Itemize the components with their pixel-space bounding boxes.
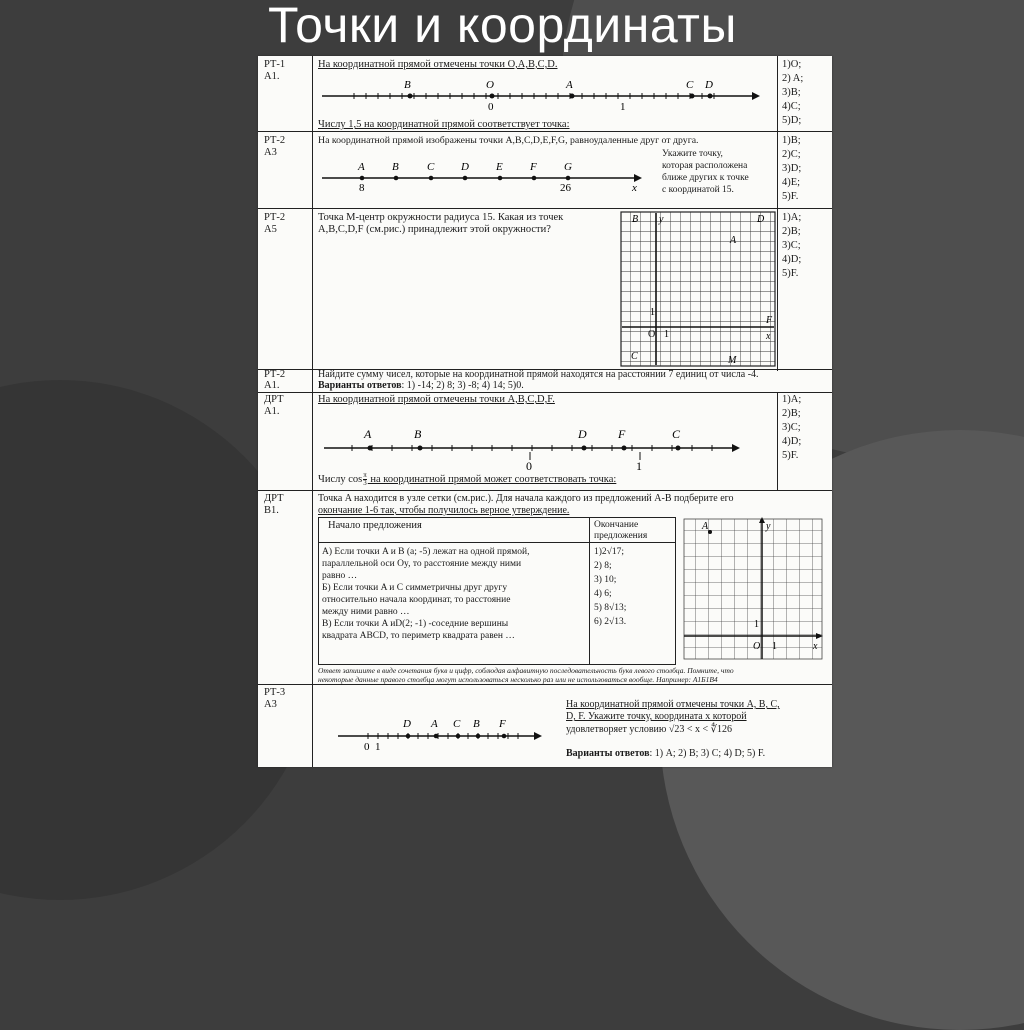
answer-option: 1)A; <box>782 212 802 223</box>
number-line <box>334 712 554 756</box>
answer-option: 2)B; <box>782 408 801 419</box>
answer-option: 1)A; <box>782 394 802 405</box>
answer-option: 3)D; <box>782 163 802 174</box>
point-label: A <box>431 718 438 730</box>
tick-label: 8 <box>359 182 365 194</box>
tick-label: 1 <box>375 741 381 753</box>
point-label: A <box>364 427 372 441</box>
task-question: Числу 1,5 на координатной прямой соответствует точка: <box>318 119 570 130</box>
task-text: Найдите сумму чисел, которые на координатной прямой находятся на расстоянии 7 единиц от числа -4. <box>318 369 759 380</box>
table-border <box>312 56 313 767</box>
sentence-start: между ними равно … <box>322 607 410 617</box>
sentence-start: параллельной оси Oy, то расстояние между ними <box>322 559 522 569</box>
answer-option: 5)D; <box>782 115 802 126</box>
row-code: РТ-2 <box>264 212 286 223</box>
point-label: A <box>566 79 573 91</box>
sentence-ending: 4) 6; <box>594 589 612 599</box>
task-text: окончание 1-6 так, чтобы получилось верное утверждение. <box>318 505 570 516</box>
variants-list: : 1) -14; 2) 8; 3) -8; 4) 14; 5)0. <box>401 380 524 391</box>
answer-option: 4)E; <box>782 177 801 188</box>
point-label: F <box>499 718 506 730</box>
row-sub: А3 <box>264 699 277 710</box>
column-header: предложения <box>594 531 648 541</box>
question-prefix: Числу cos <box>318 473 363 485</box>
point-label: B <box>632 214 639 225</box>
task-text: На координатной прямой изображены точки A,B,C,D,E,F,G, равноудаленные друг от друга. <box>318 135 699 146</box>
table-border <box>777 393 778 491</box>
point-label: D <box>578 427 587 441</box>
answer-variants <box>318 380 524 392</box>
row-divider <box>258 684 832 685</box>
sentence-ending: 5) 8√13; <box>594 603 627 613</box>
answer-option: 4)C; <box>782 101 801 112</box>
task-note: ближе других к точке <box>662 173 749 183</box>
task-note: которая расположена <box>662 161 748 171</box>
worksheet-image <box>258 56 832 767</box>
sentence-start: равно … <box>322 571 358 581</box>
fraction-denominator: 3 <box>363 479 367 487</box>
row-sub: А1. <box>264 71 280 82</box>
task-text: На координатной прямой отмечены точки A, B, C, <box>566 699 780 710</box>
point-label: F <box>618 427 626 441</box>
axis-label: x <box>813 641 818 652</box>
row-code: РТ-2 <box>264 369 286 380</box>
row-sub: А5 <box>264 224 277 235</box>
answer-option: 3)C; <box>782 422 801 433</box>
variants-label: Варианты ответов <box>566 748 650 759</box>
coordinate-grid <box>682 517 826 663</box>
task-question <box>318 472 616 487</box>
answer-option: 1)B; <box>782 135 801 146</box>
footnote: некоторые данные правого столбца могут использоваться несколько раз или не использоваться вообще. Например: А1Б1В4 <box>318 675 718 684</box>
point-label: G <box>564 161 572 173</box>
sentence-start: квадрата ABCD, то периметр квадрата равен … <box>322 631 515 641</box>
task-text: На координатной прямой отмечены точки O,A,B,C,D. <box>318 59 558 70</box>
tick-label: 1 <box>664 329 669 340</box>
row-code: ДРТ <box>264 493 284 504</box>
task-text: A,B,C,D,F (см.рис.) принадлежит этой окружности? <box>318 224 551 235</box>
point-label: B <box>473 718 480 730</box>
task-text: D, F. Укажите точку, координата x которой <box>566 711 747 722</box>
point-label: E <box>496 161 503 173</box>
point-label: F <box>530 161 537 173</box>
row-divider <box>318 542 675 543</box>
origin-label: O <box>753 641 761 652</box>
column-header: Окончание <box>594 520 639 530</box>
point-label: O <box>486 79 494 91</box>
answer-option: 4)D; <box>782 254 802 265</box>
task-text: Точка M-центр окружности радиуса 15. Какая из точек <box>318 212 564 223</box>
answer-option: 3)C; <box>782 240 801 251</box>
sentence-start: относительно начала координат, то расстояние <box>322 595 511 605</box>
answer-option: 3)B; <box>782 87 801 98</box>
tick-label: 1 <box>650 307 655 318</box>
tick-label: 1 <box>754 619 759 630</box>
task-note: с координатой 15. <box>662 185 734 195</box>
sentence-ending: 6) 2√13. <box>594 617 627 627</box>
row-divider <box>258 208 832 209</box>
row-code: РТ-1 <box>264 59 286 70</box>
row-sub: А1. <box>264 406 280 417</box>
table-border <box>589 517 590 664</box>
point-label: C <box>672 427 681 441</box>
answer-option: 1)O; <box>782 59 802 70</box>
variants-list: : 1) A; 2) B; 3) C; 4) D; 5) F. <box>649 748 766 759</box>
number-line <box>314 148 654 196</box>
question-suffix: на координатной прямой может соответствовать точка: <box>367 473 617 485</box>
point-label: C <box>427 161 435 173</box>
slide-title: Точки и координаты <box>268 0 737 53</box>
point-label: A <box>358 161 365 173</box>
tick-label: 0 <box>488 101 494 113</box>
point-label: D <box>403 718 411 730</box>
coordinate-grid <box>620 211 776 367</box>
row-divider <box>258 131 832 132</box>
row-code: РТ-3 <box>264 687 286 698</box>
point-label: D <box>461 161 469 173</box>
axis-label: x <box>766 331 771 342</box>
point-label: M <box>728 355 737 366</box>
sentence-ending: 2) 8; <box>594 561 612 571</box>
task-text: удовлетворяет условию √23 < x < ∜126 <box>566 724 733 735</box>
column-header: Начало предложения <box>328 520 422 531</box>
task-text: Точка A находится в узле сетки (см.рис.). Для начала каждого из предложений А-В подберите его <box>318 493 734 504</box>
point-label: F <box>766 315 773 326</box>
point-label: C <box>631 351 638 362</box>
answer-variants <box>566 748 765 760</box>
row-sub: В1. <box>264 505 279 516</box>
tick-label: 0 <box>526 459 532 472</box>
tick-label: 1 <box>620 101 626 113</box>
answer-option: 2)C; <box>782 149 801 160</box>
axis-label: y <box>766 521 771 532</box>
sentence-ending: 3) 10; <box>594 575 617 585</box>
row-sub: А1. <box>264 380 280 391</box>
sentence-start: А) Если точки A и B (a; -5) лежат на одной прямой, <box>322 547 530 557</box>
tick-label: 0 <box>364 741 370 753</box>
tick-label: 1 <box>636 459 642 472</box>
answer-option: 5)F. <box>782 268 799 279</box>
table-border <box>777 56 778 371</box>
answer-option: 2)B; <box>782 226 801 237</box>
point-label: C <box>686 79 694 91</box>
tick-label: 26 <box>560 182 571 194</box>
axis-label: x <box>632 182 637 194</box>
sentence-start: Б) Если точки A и C симметричны друг другу <box>322 583 508 593</box>
answer-option: 5)F. <box>782 191 799 202</box>
answer-option: 2) A; <box>782 73 804 84</box>
row-code: РТ-2 <box>264 135 286 146</box>
point-label: B <box>392 161 399 173</box>
row-sub: А3 <box>264 147 277 158</box>
origin-label: O <box>648 329 656 340</box>
fraction-numerator: π <box>363 471 367 479</box>
point-label: C <box>453 718 461 730</box>
point-label: A <box>702 521 709 532</box>
point-label: A <box>730 235 737 246</box>
point-label: D <box>705 79 713 91</box>
point-label: B <box>404 79 411 91</box>
row-divider <box>258 490 832 491</box>
row-code: ДРТ <box>264 394 284 405</box>
tick-label: 1 <box>772 641 777 652</box>
task-text: На координатной прямой отмечены точки A,B,C,D,F. <box>318 394 555 405</box>
number-line <box>314 74 774 118</box>
sentence-start: В) Если точки A иD(2; -1) -соседние вершины <box>322 619 509 629</box>
point-label: D <box>757 214 765 225</box>
axis-label: y <box>659 214 664 225</box>
number-line <box>314 416 774 472</box>
answer-option: 5)F. <box>782 450 799 461</box>
point-label: B <box>414 427 422 441</box>
row-divider <box>258 392 832 393</box>
sentence-ending: 1)2√17; <box>594 547 625 557</box>
answer-option: 4)D; <box>782 436 802 447</box>
variants-label: Варианты ответов <box>318 380 402 391</box>
footnote: Ответ запишите в виде сочетания букв и цифр, соблюдая алфавитную последовательность букв левого столбца. Помните, что <box>318 666 734 675</box>
task-note: Укажите точку, <box>662 149 723 159</box>
